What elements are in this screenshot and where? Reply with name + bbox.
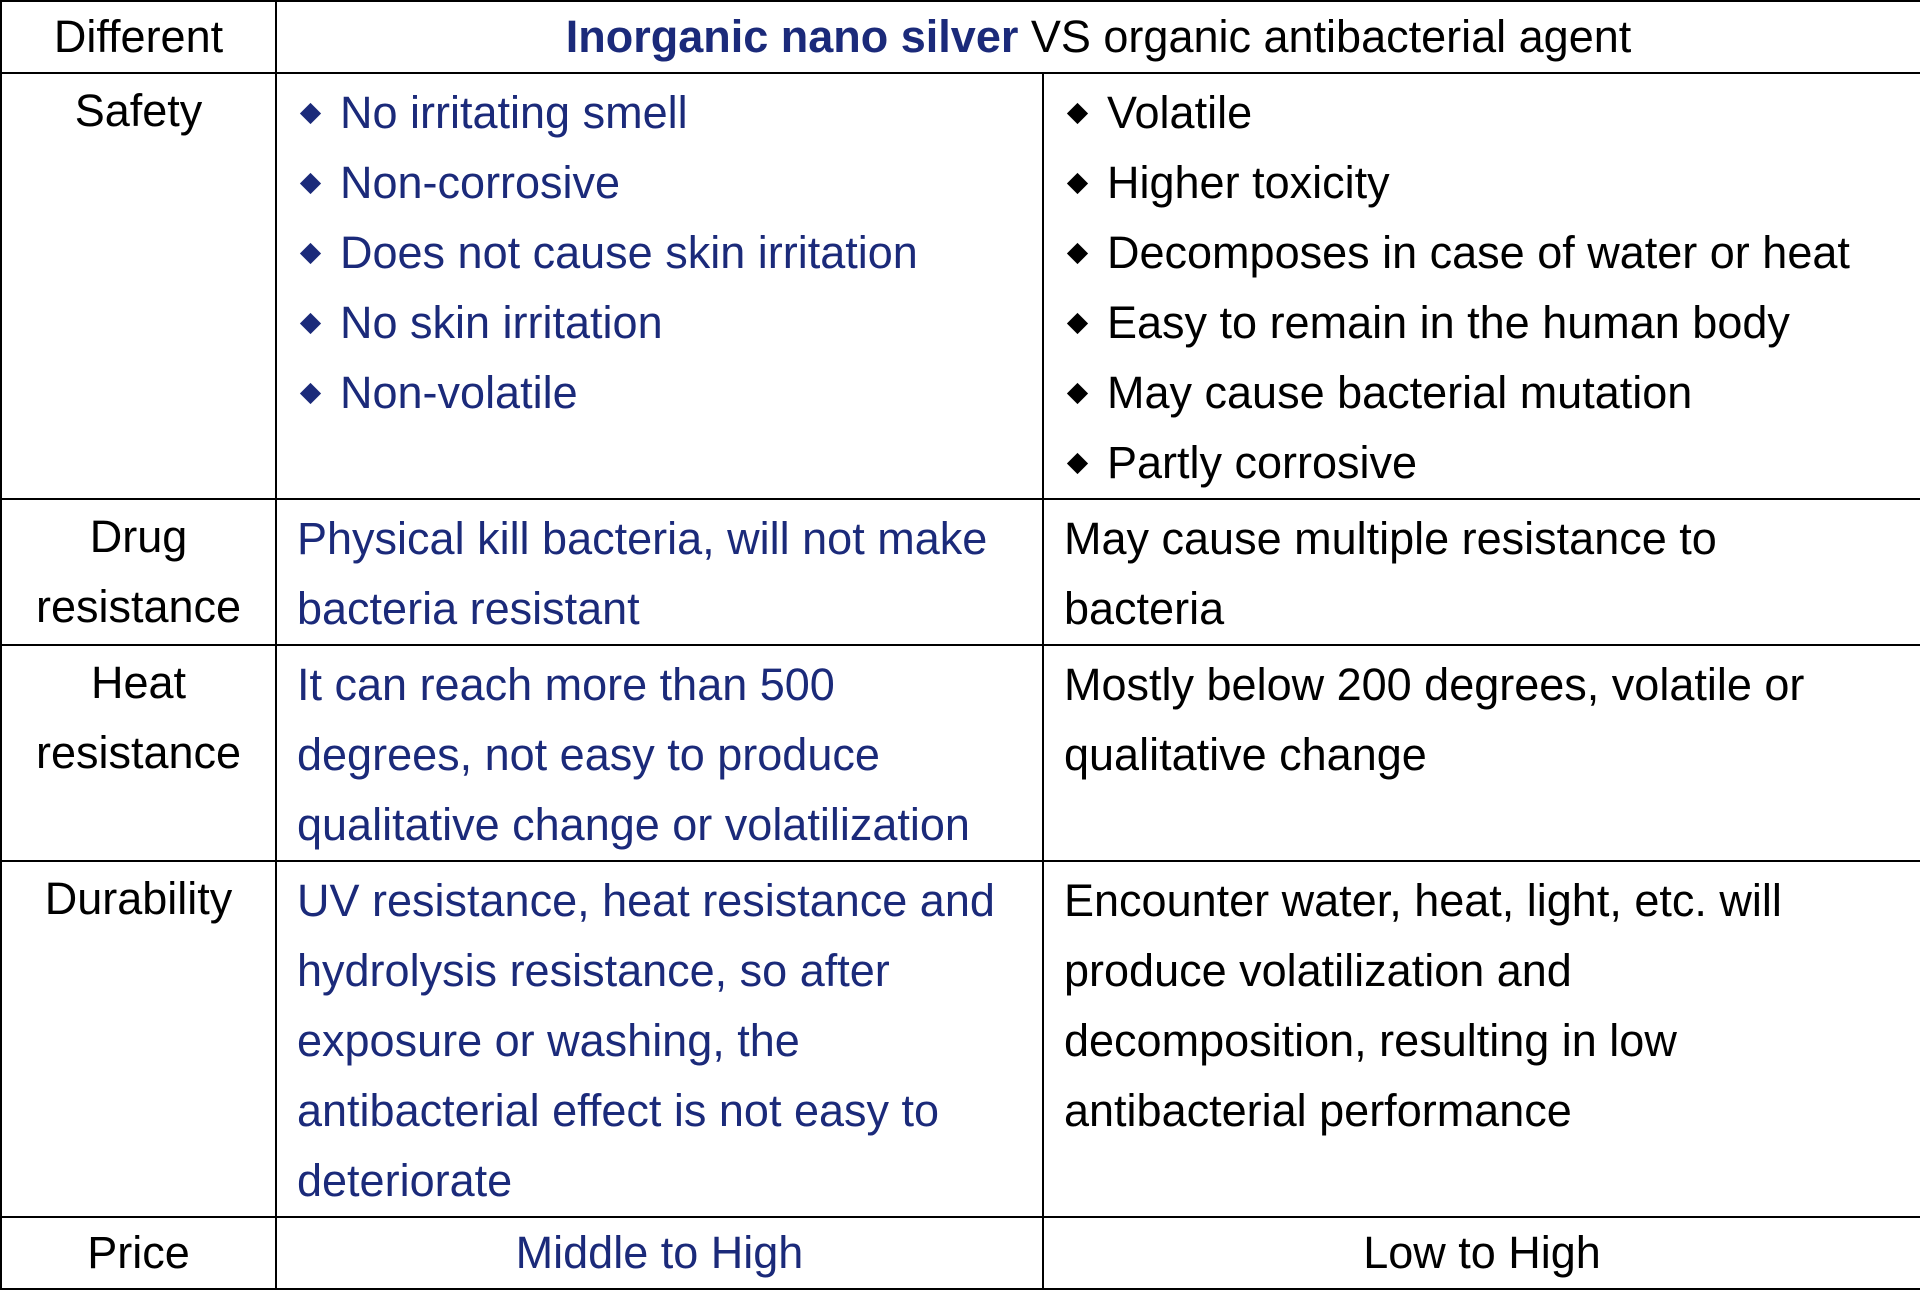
price-label-cell (1, 1217, 276, 1289)
list-item (1064, 148, 1902, 218)
safety-organic-list (1064, 78, 1902, 498)
list-item-text: Volatile (1107, 87, 1253, 138)
list-item (1064, 288, 1902, 358)
heat-resistance-inorganic-cell (276, 645, 1043, 861)
list-item (297, 148, 1024, 218)
durability-inorganic-line-3: exposure or washing, the (297, 1015, 800, 1066)
header-different-cell (1, 1, 276, 73)
safety-row (1, 73, 1920, 499)
header-different-label: Different (53, 11, 224, 62)
safety-label: Safety (74, 85, 203, 136)
list-item-text: Non-corrosive (340, 157, 621, 208)
safety-organic-cell (1043, 73, 1920, 499)
heat-organic-line-2: qualitative change (1064, 729, 1427, 780)
durability-organic-line-1: Encounter water, heat, light, etc. will (1064, 875, 1782, 926)
durability-inorganic-line-2: hydrolysis resistance, so after (297, 945, 890, 996)
safety-label-cell (1, 73, 276, 499)
durability-inorganic-line-4: antibacterial effect is not easy to (297, 1085, 940, 1136)
durability-organic-cell (1043, 861, 1920, 1217)
diamond-bullet-icon (300, 312, 321, 333)
durability-inorganic-line-5: deteriorate (297, 1155, 513, 1206)
durability-organic-line-2: produce volatilization and (1064, 945, 1572, 996)
diamond-bullet-icon (1067, 312, 1088, 333)
drug-resistance-inorganic-cell (276, 499, 1043, 645)
list-item (1064, 358, 1902, 428)
heat-label-line-2: resistance (35, 727, 242, 778)
durability-organic-line-4: antibacterial performance (1064, 1085, 1572, 1136)
diamond-bullet-icon (300, 382, 321, 403)
price-inorganic-cell (276, 1217, 1043, 1289)
list-item (297, 78, 1024, 148)
safety-inorganic-cell (276, 73, 1043, 499)
list-item-text: No skin irritation (340, 297, 663, 348)
list-item-text: Does not cause skin irritation (340, 227, 918, 278)
list-item-text: Higher toxicity (1107, 157, 1390, 208)
drug-inorganic-line-1: Physical kill bacteria, will not make (297, 513, 988, 564)
diamond-bullet-icon (300, 102, 321, 123)
list-item-text: Partly corrosive (1107, 437, 1418, 488)
diamond-bullet-icon (1067, 242, 1088, 263)
list-item (297, 218, 1024, 288)
list-item-text: Easy to remain in the human body (1107, 297, 1790, 348)
drug-inorganic-line-2: bacteria resistant (297, 583, 640, 634)
list-item (1064, 78, 1902, 148)
header-title-bold: Inorganic nano silver (565, 11, 1019, 62)
drug-label-line-1: Drug (89, 511, 188, 562)
diamond-bullet-icon (300, 172, 321, 193)
heat-inorganic-line-2: degrees, not easy to produce (297, 729, 880, 780)
price-organic-value: Low to High (1363, 1227, 1601, 1278)
durability-label: Durability (44, 873, 233, 924)
header-row (1, 1, 1920, 73)
header-title-cell (276, 1, 1920, 73)
diamond-bullet-icon (1067, 102, 1088, 123)
durability-organic-line-3: decomposition, resulting in low (1064, 1015, 1677, 1066)
list-item (297, 288, 1024, 358)
list-item (1064, 428, 1902, 498)
safety-inorganic-list (297, 78, 1024, 428)
drug-resistance-row (1, 499, 1920, 645)
drug-organic-line-2: bacteria (1064, 583, 1225, 634)
drug-resistance-organic-cell (1043, 499, 1920, 645)
heat-inorganic-line-3: qualitative change or volatilization (297, 799, 970, 850)
list-item (1064, 218, 1902, 288)
drug-organic-line-1: May cause multiple resistance to (1064, 513, 1717, 564)
durability-inorganic-cell (276, 861, 1043, 1217)
list-item-text: Non-volatile (340, 367, 578, 418)
price-inorganic-value: Middle to High (515, 1227, 804, 1278)
list-item-text: No irritating smell (340, 87, 688, 138)
header-title-rest: VS organic antibacterial agent (1018, 11, 1632, 62)
list-item (297, 358, 1024, 428)
price-label: Price (87, 1227, 190, 1278)
heat-resistance-row (1, 645, 1920, 861)
list-item-text: Decomposes in case of water or heat (1107, 227, 1850, 278)
diamond-bullet-icon (1067, 382, 1088, 403)
price-row (1, 1217, 1920, 1289)
heat-resistance-organic-cell (1043, 645, 1920, 861)
diamond-bullet-icon (300, 242, 321, 263)
durability-label-cell (1, 861, 276, 1217)
heat-label-line-1: Heat (90, 657, 187, 708)
heat-organic-line-1: Mostly below 200 degrees, volatile or (1064, 659, 1805, 710)
diamond-bullet-icon (1067, 452, 1088, 473)
price-organic-cell (1043, 1217, 1920, 1289)
heat-inorganic-line-1: It can reach more than 500 (297, 659, 835, 710)
list-item-text: May cause bacterial mutation (1107, 367, 1693, 418)
diamond-bullet-icon (1067, 172, 1088, 193)
durability-inorganic-line-1: UV resistance, heat resistance and (297, 875, 995, 926)
durability-row (1, 861, 1920, 1217)
heat-resistance-label-cell (1, 645, 276, 861)
drug-resistance-label-cell (1, 499, 276, 645)
drug-label-line-2: resistance (35, 581, 242, 632)
